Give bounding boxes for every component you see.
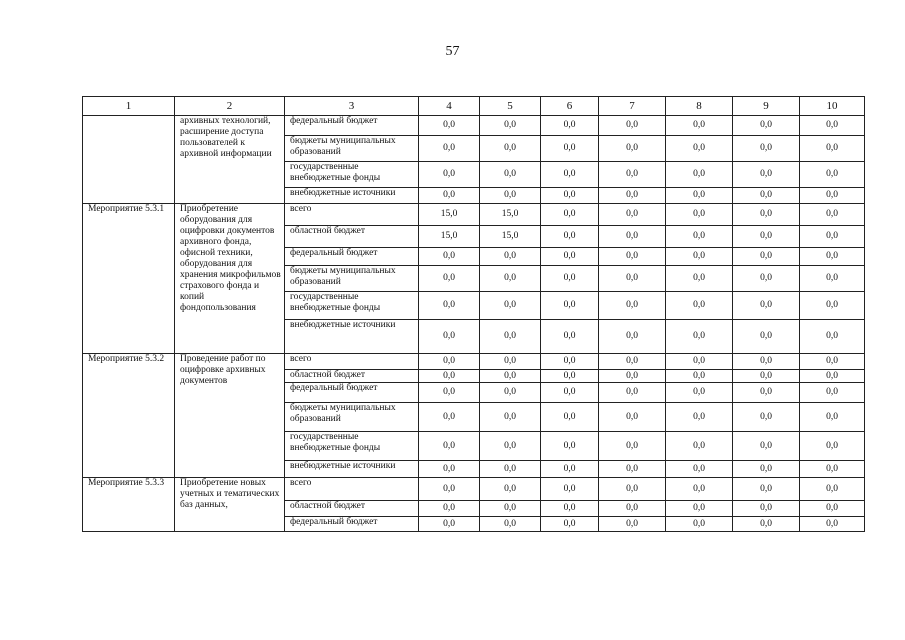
amount-cell: 15,0 [480, 226, 541, 248]
amount-cell: 0,0 [541, 478, 599, 501]
amount-cell: 0,0 [419, 292, 480, 320]
column-header: 3 [285, 97, 419, 116]
event-name: Мероприятие 5.3.2 [83, 354, 175, 478]
funding-table [82, 96, 865, 532]
funding-source: внебюджетные источники [285, 188, 419, 204]
amount-cell: 0,0 [666, 320, 733, 354]
amount-cell: 0,0 [599, 461, 666, 478]
amount-cell: 0,0 [800, 432, 865, 461]
amount-cell: 0,0 [599, 354, 666, 370]
amount-cell: 0,0 [599, 188, 666, 204]
amount-cell: 0,0 [800, 354, 865, 370]
page-number: 57 [445, 44, 460, 59]
amount-cell: 0,0 [666, 478, 733, 501]
amount-cell: 0,0 [541, 204, 599, 226]
amount-cell: 0,0 [541, 248, 599, 266]
amount-cell: 0,0 [733, 354, 800, 370]
event-description: Проведение работ по оцифровке архивных документов [175, 354, 285, 478]
amount-cell: 0,0 [480, 320, 541, 354]
amount-cell: 0,0 [800, 292, 865, 320]
amount-cell: 0,0 [733, 501, 800, 517]
amount-cell: 0,0 [599, 292, 666, 320]
amount-cell: 0,0 [733, 370, 800, 383]
amount-cell: 0,0 [599, 383, 666, 403]
funding-source: федеральный бюджет [285, 517, 419, 532]
amount-cell: 0,0 [480, 266, 541, 292]
column-header: 9 [733, 97, 800, 116]
amount-cell: 0,0 [599, 370, 666, 383]
amount-cell: 0,0 [599, 136, 666, 162]
amount-cell: 0,0 [419, 266, 480, 292]
amount-cell: 0,0 [733, 116, 800, 136]
amount-cell: 0,0 [480, 292, 541, 320]
amount-cell: 0,0 [419, 403, 480, 432]
event-description: Приобретение новых учетных и тематических баз данных, [175, 478, 285, 532]
amount-cell: 0,0 [800, 370, 865, 383]
amount-cell: 0,0 [599, 162, 666, 188]
amount-cell: 0,0 [480, 354, 541, 370]
amount-cell: 0,0 [480, 517, 541, 532]
amount-cell: 0,0 [666, 266, 733, 292]
amount-cell: 0,0 [480, 501, 541, 517]
amount-cell: 0,0 [666, 162, 733, 188]
amount-cell: 0,0 [480, 461, 541, 478]
amount-cell: 0,0 [800, 461, 865, 478]
amount-cell: 0,0 [480, 188, 541, 204]
amount-cell: 0,0 [541, 162, 599, 188]
funding-source: всего [285, 478, 419, 501]
amount-cell: 0,0 [419, 248, 480, 266]
amount-cell: 0,0 [480, 370, 541, 383]
amount-cell: 0,0 [666, 116, 733, 136]
column-header: 10 [800, 97, 865, 116]
column-header: 6 [541, 97, 599, 116]
table-row [83, 116, 865, 136]
amount-cell: 0,0 [599, 501, 666, 517]
amount-cell: 0,0 [419, 383, 480, 403]
amount-cell: 0,0 [800, 478, 865, 501]
amount-cell: 0,0 [666, 370, 733, 383]
column-header: 1 [83, 97, 175, 116]
amount-cell: 0,0 [599, 116, 666, 136]
funding-source: областной бюджет [285, 226, 419, 248]
event-description: архивных технологий, расширение доступа пользователей к архивной информации [175, 116, 285, 204]
amount-cell: 0,0 [541, 320, 599, 354]
amount-cell: 0,0 [733, 136, 800, 162]
event-name [83, 116, 175, 204]
amount-cell: 0,0 [599, 432, 666, 461]
table-row [83, 478, 865, 501]
amount-cell: 0,0 [800, 383, 865, 403]
amount-cell: 15,0 [419, 226, 480, 248]
amount-cell: 0,0 [480, 248, 541, 266]
amount-cell: 0,0 [541, 116, 599, 136]
amount-cell: 0,0 [800, 403, 865, 432]
amount-cell: 0,0 [733, 461, 800, 478]
amount-cell: 0,0 [419, 162, 480, 188]
amount-cell: 0,0 [480, 383, 541, 403]
funding-source: бюджеты муниципальных образований [285, 136, 419, 162]
amount-cell: 0,0 [666, 226, 733, 248]
amount-cell: 0,0 [541, 136, 599, 162]
amount-cell: 0,0 [599, 266, 666, 292]
amount-cell: 0,0 [541, 226, 599, 248]
funding-source: всего [285, 204, 419, 226]
amount-cell: 0,0 [599, 517, 666, 532]
funding-source: государственные внебюджетные фонды [285, 432, 419, 461]
amount-cell: 0,0 [480, 478, 541, 501]
amount-cell: 0,0 [666, 204, 733, 226]
amount-cell: 0,0 [541, 188, 599, 204]
amount-cell: 0,0 [800, 517, 865, 532]
amount-cell: 0,0 [666, 354, 733, 370]
funding-source: областной бюджет [285, 370, 419, 383]
amount-cell: 0,0 [419, 461, 480, 478]
amount-cell: 0,0 [599, 403, 666, 432]
amount-cell: 0,0 [541, 383, 599, 403]
amount-cell: 15,0 [480, 204, 541, 226]
amount-cell: 0,0 [666, 136, 733, 162]
amount-cell: 0,0 [666, 517, 733, 532]
amount-cell: 0,0 [733, 162, 800, 188]
funding-source: внебюджетные источники [285, 461, 419, 478]
column-header: 4 [419, 97, 480, 116]
amount-cell: 0,0 [666, 248, 733, 266]
amount-cell: 0,0 [666, 383, 733, 403]
amount-cell: 0,0 [419, 432, 480, 461]
amount-cell: 0,0 [666, 461, 733, 478]
amount-cell: 0,0 [541, 501, 599, 517]
amount-cell: 0,0 [666, 501, 733, 517]
amount-cell: 0,0 [800, 266, 865, 292]
funding-source: федеральный бюджет [285, 116, 419, 136]
amount-cell: 0,0 [419, 354, 480, 370]
amount-cell: 0,0 [733, 432, 800, 461]
amount-cell: 0,0 [733, 478, 800, 501]
amount-cell: 0,0 [419, 478, 480, 501]
amount-cell: 0,0 [733, 226, 800, 248]
funding-source: государственные внебюджетные фонды [285, 162, 419, 188]
amount-cell: 0,0 [419, 116, 480, 136]
amount-cell: 0,0 [541, 370, 599, 383]
amount-cell: 0,0 [419, 188, 480, 204]
column-header: 2 [175, 97, 285, 116]
amount-cell: 0,0 [666, 403, 733, 432]
amount-cell: 0,0 [419, 370, 480, 383]
amount-cell: 0,0 [800, 320, 865, 354]
column-header: 7 [599, 97, 666, 116]
amount-cell: 0,0 [480, 432, 541, 461]
amount-cell: 0,0 [419, 320, 480, 354]
amount-cell: 0,0 [599, 320, 666, 354]
table-row [83, 204, 865, 226]
amount-cell: 0,0 [800, 116, 865, 136]
column-header: 5 [480, 97, 541, 116]
amount-cell: 0,0 [800, 226, 865, 248]
header-row [83, 97, 865, 116]
amount-cell: 0,0 [800, 188, 865, 204]
funding-source: бюджеты муниципальных образований [285, 266, 419, 292]
amount-cell: 0,0 [733, 383, 800, 403]
amount-cell: 0,0 [733, 292, 800, 320]
amount-cell: 0,0 [419, 517, 480, 532]
amount-cell: 0,0 [480, 403, 541, 432]
amount-cell: 0,0 [733, 517, 800, 532]
amount-cell: 0,0 [541, 461, 599, 478]
event-description: Приобретение оборудования для оцифровки документов архивного фонда, офисной техники, оборудования для хранения микрофильмов страхового фонда и копий фондопользования [175, 204, 285, 354]
amount-cell: 0,0 [419, 501, 480, 517]
table-row [83, 354, 865, 370]
funding-source: областной бюджет [285, 501, 419, 517]
amount-cell: 0,0 [599, 248, 666, 266]
funding-source: федеральный бюджет [285, 248, 419, 266]
amount-cell: 0,0 [800, 136, 865, 162]
amount-cell: 0,0 [733, 266, 800, 292]
amount-cell: 0,0 [541, 292, 599, 320]
amount-cell: 0,0 [666, 432, 733, 461]
amount-cell: 0,0 [541, 354, 599, 370]
amount-cell: 0,0 [800, 501, 865, 517]
amount-cell: 0,0 [541, 517, 599, 532]
funding-source: федеральный бюджет [285, 383, 419, 403]
funding-source: внебюджетные источники [285, 320, 419, 354]
amount-cell: 0,0 [480, 116, 541, 136]
table-body [83, 97, 865, 532]
amount-cell: 0,0 [733, 320, 800, 354]
funding-source: бюджеты муниципальных образований [285, 403, 419, 432]
amount-cell: 0,0 [541, 432, 599, 461]
amount-cell: 15,0 [419, 204, 480, 226]
amount-cell: 0,0 [599, 204, 666, 226]
event-name: Мероприятие 5.3.1 [83, 204, 175, 354]
amount-cell: 0,0 [733, 248, 800, 266]
amount-cell: 0,0 [733, 204, 800, 226]
amount-cell: 0,0 [666, 188, 733, 204]
amount-cell: 0,0 [599, 478, 666, 501]
amount-cell: 0,0 [666, 292, 733, 320]
event-name: Мероприятие 5.3.3 [83, 478, 175, 532]
amount-cell: 0,0 [800, 162, 865, 188]
amount-cell: 0,0 [541, 266, 599, 292]
amount-cell: 0,0 [599, 226, 666, 248]
funding-source: государственные внебюджетные фонды [285, 292, 419, 320]
column-header: 8 [666, 97, 733, 116]
amount-cell: 0,0 [800, 204, 865, 226]
amount-cell: 0,0 [480, 136, 541, 162]
amount-cell: 0,0 [419, 136, 480, 162]
funding-source: всего [285, 354, 419, 370]
amount-cell: 0,0 [800, 248, 865, 266]
amount-cell: 0,0 [733, 403, 800, 432]
amount-cell: 0,0 [733, 188, 800, 204]
amount-cell: 0,0 [480, 162, 541, 188]
amount-cell: 0,0 [541, 403, 599, 432]
